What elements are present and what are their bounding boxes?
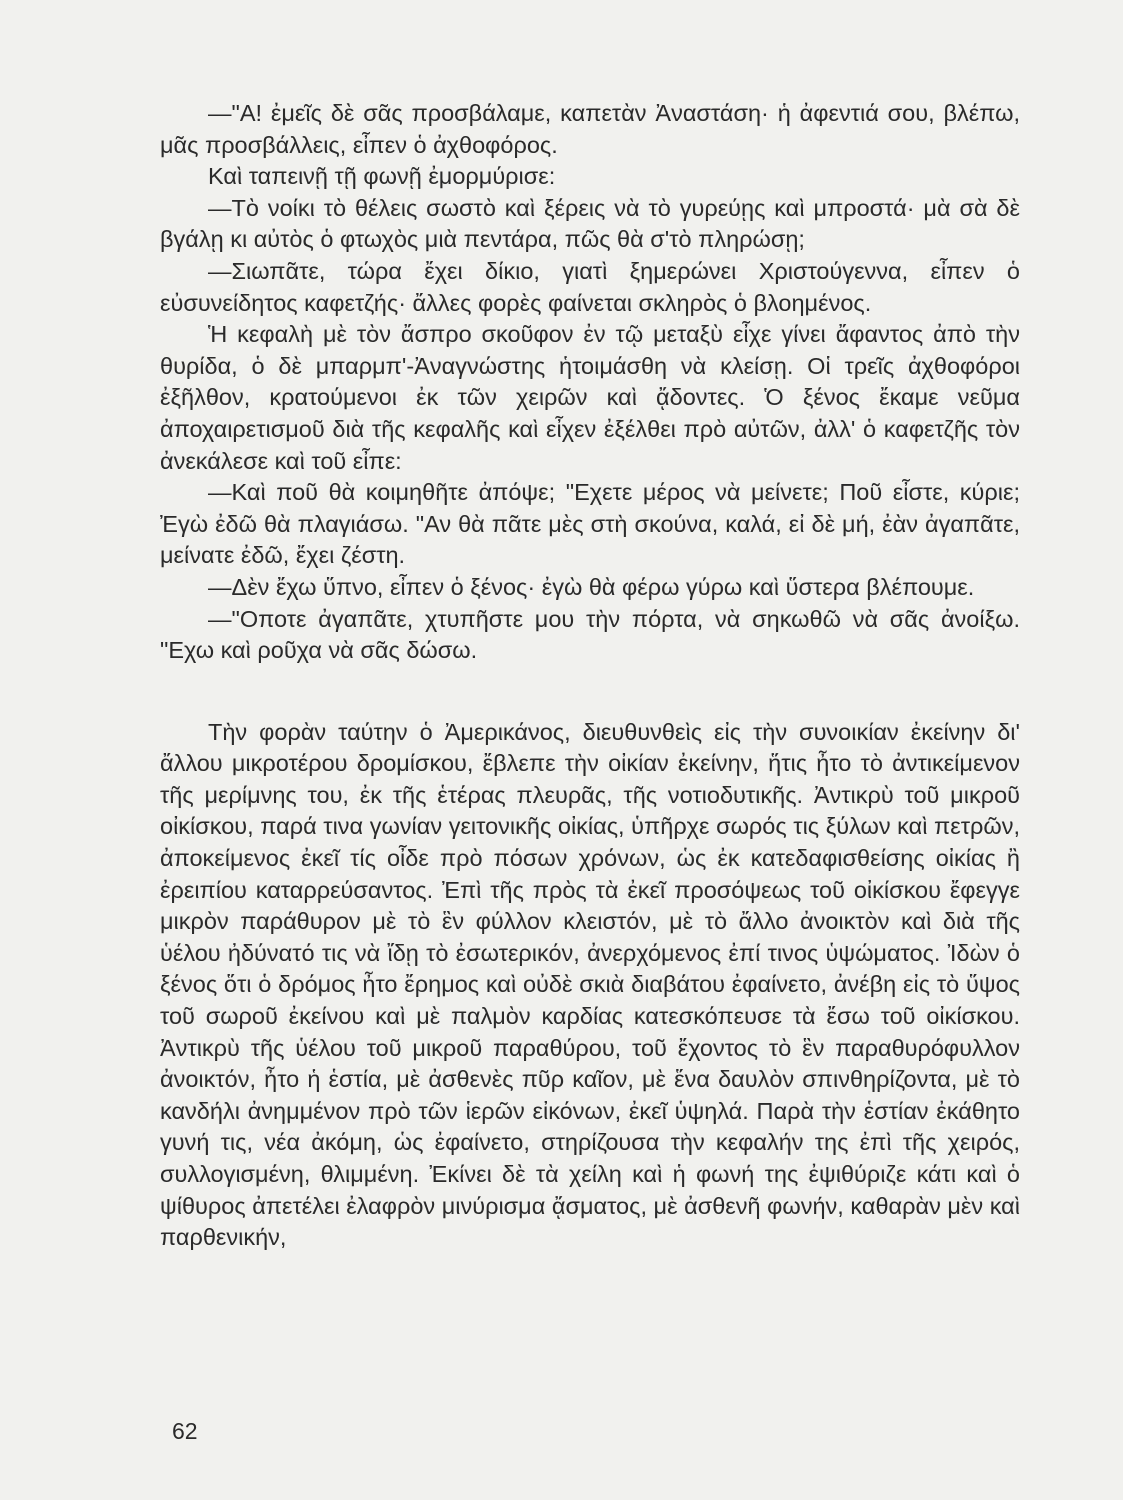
paragraph: Τὴν φορὰν ταύτην ὁ Ἀμερικάνος, διευθυνθεὶς εἰς τὴν συνοικίαν ἐκείνην δι' ἄλλου μικροτέρου δρομίσκου, ἔβλεπε τὴν οἰκίαν ἐκείνην, ἥτις ἦτο τὸ ἀντικείμενον τῆς μερίμνης του, ἐκ τῆς ἑτέρας πλευρᾶς, τῆς νοτιοδυτικῆς. Ἀντικρὺ τοῦ μικροῦ οἰκίσκου, παρά τινα γωνίαν γειτονικῆς οἰκίας, ὑπῆρχε σωρός τις ξύλων καὶ πετρῶν, ἀποκείμενος ἐκεῖ τίς οἶδε πρὸ πόσων χρόνων, ὡς ἐκ κατεδαφισθείσης οἰκίας ἢ ἐρειπίου καταρρεύσαντος. Ἐπὶ τῆς πρὸς τὰ ἐκεῖ προσόψεως τοῦ οἰκίσκου ἔφεγγε μικρὸν παράθυρον μὲ τὸ ἓν φύλλον κλειστόν, μὲ τὸ ἄλλο ἀνοικτὸν καὶ διὰ τῆς ὑέλου ἠδύνατό τις νὰ ἴδῃ τὸ ἐσωτερικόν, ἀνερχόμενος ἐπί τινος ὑψώματος. Ἰδὼν ὁ ξένος ὅτι ὁ δρόμος ἦτο ἔρημος καὶ οὐδὲ σκιὰ διαβάτου ἐφαίνετο, ἀνέβη εἰς τὸ ὕψος τοῦ σωροῦ ἐκείνου καὶ μὲ παλμὸν καρδίας κατεσκόπευσε τὰ ἔσω τοῦ οἰκίσκου. Ἀντικρὺ τῆς ὑέλου τοῦ μικροῦ παραθύρου, τοῦ ἔχοντος τὸ ἓν παραθυρόφυλλον ἀνοικτόν, ἦτο ἡ ἑστία, μὲ ἀσθενὲς πῦρ καῖον, μὲ ἕνα δαυλὸν σπινθηρίζοντα, μὲ τὸ κανδήλι ἀνημμένον πρὸ τῶν ἱερῶν εἰκόνων, ἐκεῖ ὑψηλά. Παρὰ τὴν ἑστίαν ἐκάθητο γυνή τις, νέα ἀκόμη, ὡς ἐφαίνετο, στηρίζουσα τὴν κεφαλήν της ἐπὶ τῆς χειρός, συλλογισμένη, θλιμμένη. Ἐκίνει δὲ τὰ χείλη καὶ ἡ φωνή της ἐψιθύριζε κάτι καὶ ὁ ψίθυρος ἀπετέλει ἐλαφρὸν μινύρισμα ᾄσματος, μὲ ἀσθενῆ φωνήν, καθαρὰν μὲν καὶ παρθενικήν, <box>160 718 1020 1251</box>
paragraph: —"Οποτε ἀγαπᾶτε, χτυπῆστε μου τὴν πόρτα, νὰ σηκωθῶ νὰ σᾶς ἀνοίξω. "Εχω καὶ ροῦχα νὰ σᾶς δώσω. <box>160 605 1020 664</box>
page-number: 62 <box>172 1418 198 1444</box>
paragraph: —Σιωπᾶτε, τώρα ἔχει δίκιο, γιατὶ ξημερώνει Χριστούγεννα, εἶπεν ὁ εὐσυνείδητος καφετζής· ἄλλες φορὲς φαίνεται σκληρὸς ὁ βλοημένος. <box>160 257 1020 316</box>
paragraph: Καὶ ταπεινῇ τῇ φωνῇ ἐμορμύρισε: <box>208 163 556 190</box>
paragraph: —Τὸ νοίκι τὸ θέλεις σωστὸ καὶ ξέρεις νὰ τὸ γυρεύῃς καὶ μπροστά· μὰ σὰ δὲ βγάλῃ κι αὐτὸς ὁ φτωχὸς μιὰ πεντάρα, πῶς θὰ σ'τὸ πληρώσῃ; <box>160 194 1020 253</box>
paragraph: Ἡ κεφαλὴ μὲ τὸν ἄσπρο σκοῦφον ἐν τῷ μεταξὺ εἶχε γίνει ἄφαντος ἀπὸ τὴν θυρίδα, ὁ δὲ μπαρμπ'-Ἀναγνώστης ἡτοιμάσθη νὰ κλείσῃ. Οἱ τρεῖς ἀχθοφόροι ἐξῆλθον, κρατούμενοι ἐκ τῶν χειρῶν καὶ ᾄδοντες. Ὁ ξένος ἔκαμε νεῦμα ἀποχαιρετισμοῦ διὰ τῆς κεφαλῆς καὶ εἶχεν ἐξέλθει πρὸ αὐτῶν, ἀλλ' ὁ καφετζῆς τὸν ἀνεκάλεσε καὶ τοῦ εἶπε: <box>160 321 1020 474</box>
paragraph: —Καὶ ποῦ θὰ κοιμηθῆτε ἀπόψε; "Εχετε μέρος νὰ μείνετε; Ποῦ εἶστε, κύριε; Ἐγὼ ἐδῶ θὰ πλαγιάσω. "Αν θὰ πᾶτε μὲς στὴ σκούνα, καλά, εἰ δὲ μή, ἐὰν ἀγαπᾶτε, μείνατε ἐδῶ, ἔχει ζέστη. <box>160 479 1020 569</box>
paragraph: —"Α! ἐμεῖς δὲ σᾶς προσβάλαμε, καπετὰν Ἀναστάση· ἡ ἀφεντιά σου, βλέπω, μᾶς προσβάλλεις, εἶπεν ὁ ἀχθοφόρος. <box>160 100 1020 158</box>
paragraph: —Δὲν ἔχω ὕπνο, εἶπεν ὁ ξένος· ἐγὼ θὰ φέρω γύρω καὶ ὕστερα βλέπουμε. <box>208 573 975 600</box>
body-text <box>160 98 1020 1254</box>
